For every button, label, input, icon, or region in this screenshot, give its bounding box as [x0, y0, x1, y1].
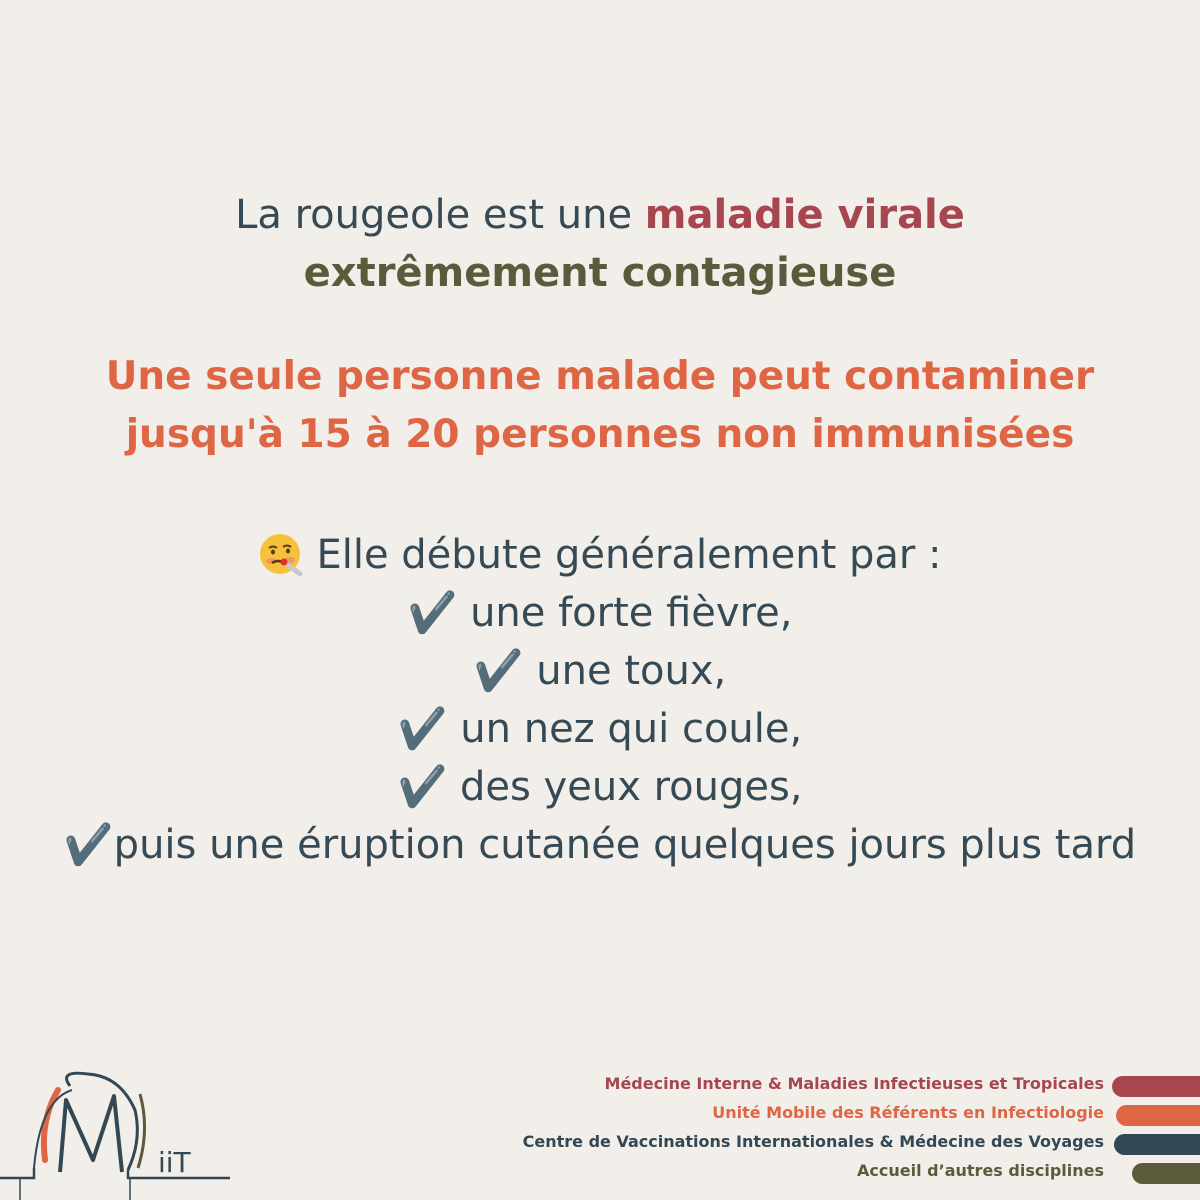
- legend-row: [500, 1130, 1200, 1159]
- legend-row: [500, 1101, 1200, 1130]
- check-icon: ✔️: [397, 706, 448, 752]
- logo: [0, 1060, 240, 1200]
- symptom-item-text: des yeux rouges,: [460, 764, 803, 810]
- intro-line-2: [0, 244, 1200, 302]
- symptom-item: [0, 816, 1200, 874]
- legend-color-bar: [1116, 1105, 1200, 1126]
- contagion-line-1: Une seule personne malade peut contaminer: [105, 354, 1095, 399]
- symptom-item-text: puis une éruption cutanée quelques jours plus tard: [113, 822, 1137, 868]
- intro-text: [0, 186, 1200, 302]
- legend-row: [500, 1072, 1200, 1101]
- symptom-item: [0, 758, 1200, 816]
- intro-highlight-viral: maladie virale: [644, 192, 965, 238]
- contagion-line-2: jusqu'à 15 à 20 personnes non immunisées: [125, 412, 1075, 457]
- symptom-item-text: un nez qui coule,: [460, 706, 803, 752]
- symptom-item-text: une forte fièvre,: [470, 590, 793, 636]
- legend-label: Centre de Vaccinations Internationales & Médecine des Voyages: [522, 1132, 1104, 1151]
- logo-text: iiT: [158, 1146, 191, 1179]
- check-icon: ✔️: [397, 764, 448, 810]
- department-legend: [500, 1072, 1200, 1188]
- contagion-text: [0, 348, 1200, 464]
- symptoms-intro-text: Elle débute généralement par :: [316, 532, 942, 578]
- legend-label: Médecine Interne & Maladies Infectieuses et Tropicales: [604, 1074, 1104, 1093]
- symptoms-intro: [0, 526, 1200, 584]
- check-icon: ✔️: [473, 648, 524, 694]
- intro-part1: La rougeole est une: [235, 192, 645, 238]
- symptoms-list: [0, 526, 1200, 874]
- legend-row: [500, 1159, 1200, 1188]
- check-icon: ✔️: [407, 590, 458, 636]
- intro-line-1: [0, 186, 1200, 244]
- symptom-item-text: une toux,: [536, 648, 727, 694]
- legend-color-bar: [1114, 1134, 1200, 1155]
- legend-label: Accueil d’autres disciplines: [857, 1161, 1104, 1180]
- check-icon: ✔️: [63, 822, 114, 868]
- symptom-item: [0, 700, 1200, 758]
- legend-color-bar: [1132, 1163, 1200, 1184]
- symptom-item: [0, 642, 1200, 700]
- intro-highlight-contagious: extrêmement contagieuse: [303, 250, 897, 296]
- symptom-item: [0, 584, 1200, 642]
- legend-color-bar: [1112, 1076, 1200, 1097]
- legend-label: Unité Mobile des Référents en Infectiologie: [712, 1103, 1104, 1122]
- face-with-thermometer-icon: [258, 530, 304, 576]
